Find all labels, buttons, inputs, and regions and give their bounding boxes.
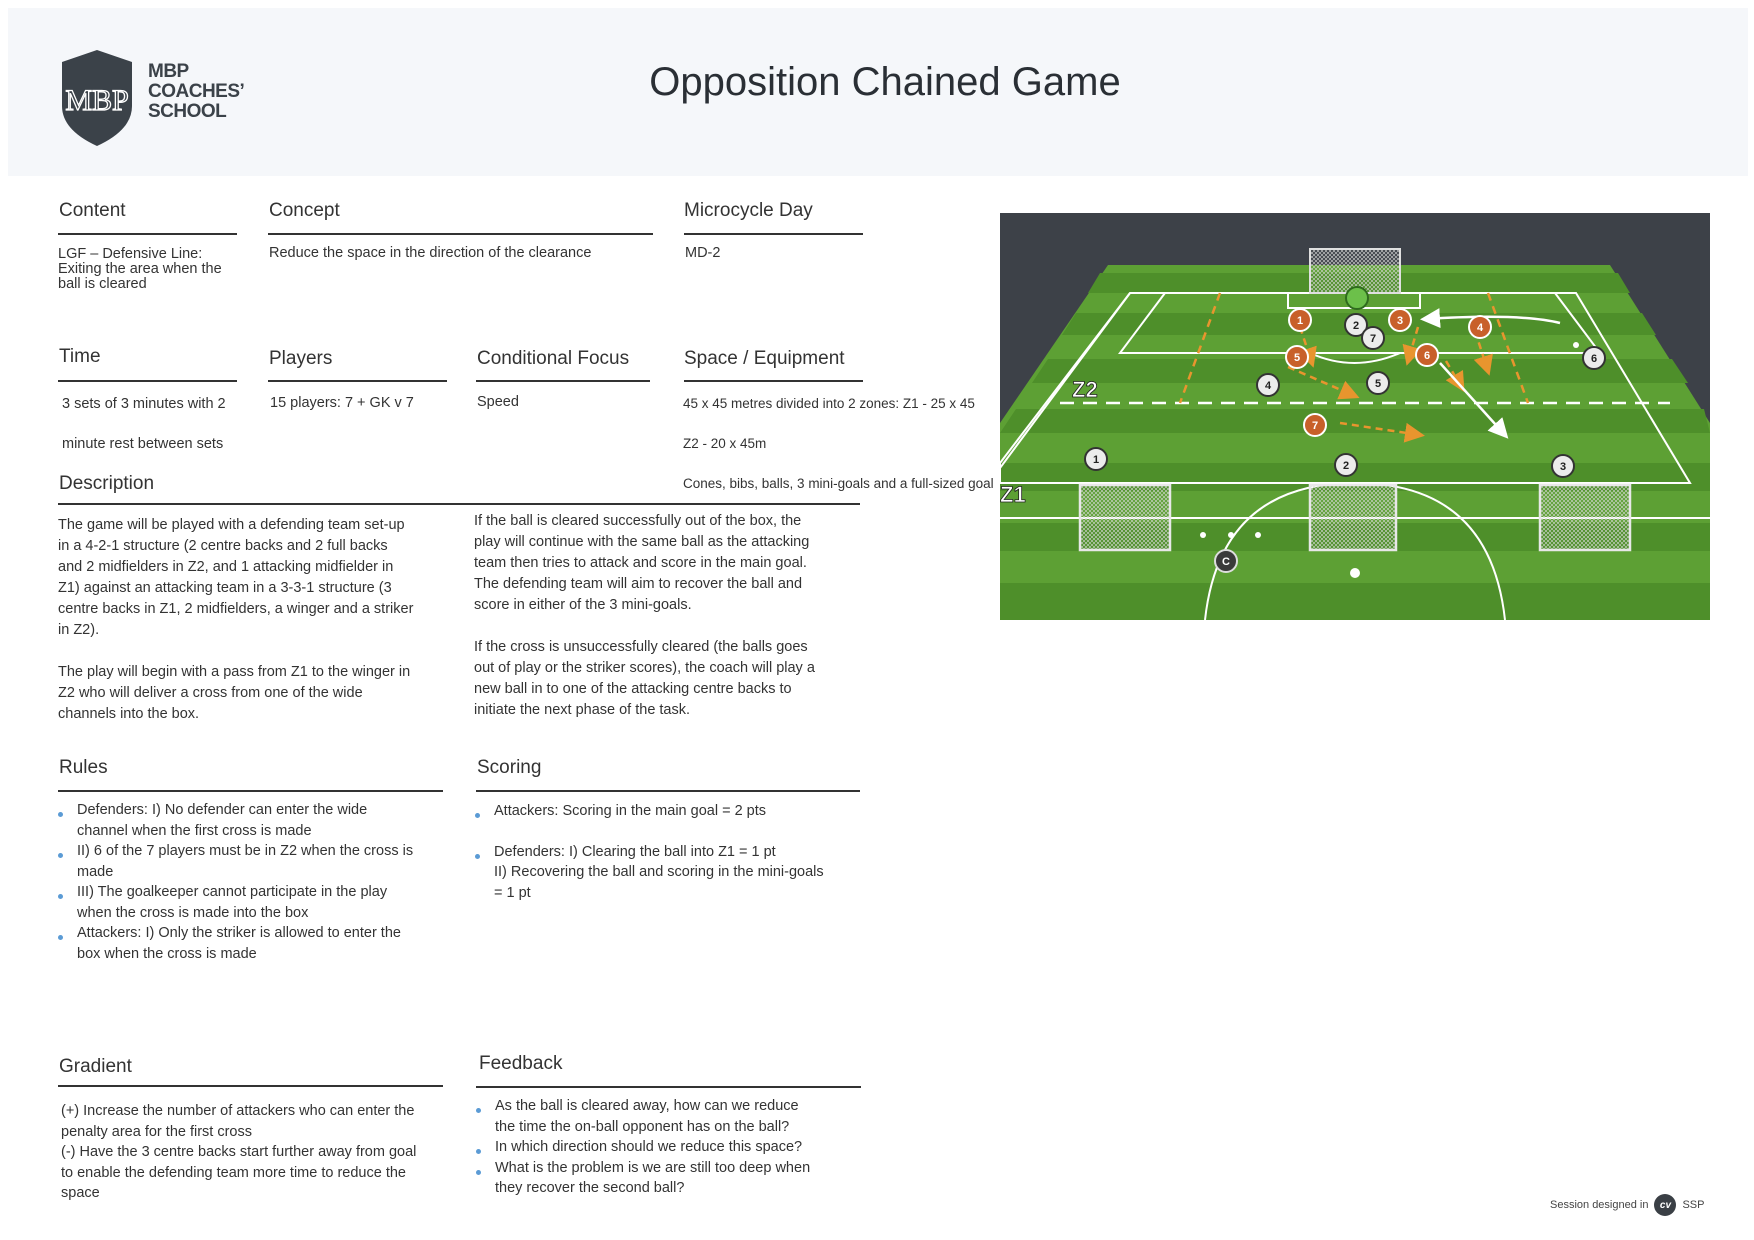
feedback-heading: Feedback [479, 1053, 563, 1074]
gradient-line: space [61, 1185, 100, 1201]
white-player-5 [1367, 372, 1389, 394]
ball-icon [1228, 532, 1234, 538]
gradient-line: to enable the defending team more time to reduce the [61, 1164, 406, 1181]
microcycle-divider [684, 233, 863, 235]
description-line: score in either of the 3 mini-goals. [474, 597, 692, 613]
rules-item: II) 6 of the 7 players must be in Z2 when the cross is made [57, 841, 457, 882]
svg-text:1: 1 [1092, 454, 1100, 466]
description-heading: Description [59, 473, 155, 494]
logo-line-2: COACHES’ [148, 81, 245, 102]
description-line: Z1) against an attacking team in a 3-3-1 structure (3 [58, 580, 392, 596]
microcycle-heading: Microcycle Day [684, 200, 813, 221]
mini-goal-left [1080, 485, 1170, 550]
description-line: Z2 who will deliver a cross from one of the wide [58, 685, 363, 701]
rules-list [57, 800, 457, 964]
concept-heading: Concept [269, 200, 340, 221]
svg-text:6: 6 [1590, 353, 1598, 365]
concept-value: Reduce the space in the direction of the clearance [269, 245, 592, 261]
footer-brand: SSP [1682, 1199, 1705, 1211]
svg-text:7: 7 [1311, 420, 1319, 432]
scoring-item: Attackers: Scoring in the main goal = 2 pts [474, 801, 874, 822]
description-line: channels into the box. [58, 706, 200, 722]
page-header [8, 8, 1748, 176]
mini-goal-center [1310, 485, 1396, 550]
space-heading: Space / Equipment [684, 348, 845, 369]
space-line-1: 45 x 45 metres divided into 2 zones: Z1 - 25 x 45 [683, 396, 975, 411]
conditional-focus-value: Speed [477, 394, 519, 410]
ball-icon [1573, 342, 1579, 348]
description-right [474, 511, 864, 721]
rules-item: Attackers: I) Only the striker is allowed to enter the box when the cross is made [57, 923, 457, 964]
description-line: If the ball is cleared successfully out of the box, the [474, 513, 802, 529]
goalkeeper-marker [1346, 287, 1368, 309]
svg-text:1: 1 [1296, 315, 1304, 327]
description-left [58, 515, 448, 725]
white-player-4 [1257, 374, 1279, 396]
svg-text:3: 3 [1559, 461, 1567, 473]
content-line: ball is cleared [58, 276, 147, 292]
scoring-item: Defenders: I) Clearing the ball into Z1 = 1 pt II) Recovering the ball and scoring in the mini-goals = 1 pt [474, 842, 874, 904]
description-line: play will continue with the same ball as the attacking [474, 534, 810, 550]
rules-divider [58, 790, 443, 792]
svg-text:3: 3 [1396, 315, 1404, 327]
white-player-7 [1362, 327, 1384, 349]
svg-text:MBP: MBP [65, 84, 129, 117]
description-line: centre backs in Z1, 2 midfielders, a winger and a striker [58, 601, 414, 617]
ball-icon [1200, 532, 1206, 538]
svg-text:5: 5 [1293, 352, 1301, 364]
zone-label-z1: Z1 [1000, 482, 1026, 507]
gradient-heading: Gradient [59, 1056, 132, 1077]
orange-player-1 [1289, 309, 1311, 331]
logo-line-1: MBP [148, 61, 189, 82]
svg-text:4: 4 [1264, 380, 1272, 392]
time-line-1: 3 sets of 3 minutes with 2 [62, 396, 226, 412]
description-line: and 2 midfielders in Z2, and 1 attacking midfielder in [58, 559, 394, 575]
logo-line-3: SCHOOL [148, 101, 227, 122]
feedback-item: What is the problem is we are still too deep when they recover the second ball? [475, 1158, 875, 1199]
ball-icon [1255, 532, 1261, 538]
content-heading: Content [59, 200, 126, 221]
white-player-6 [1583, 347, 1605, 369]
players-heading: Players [269, 348, 333, 369]
content-value [58, 247, 222, 292]
orange-player-6 [1416, 344, 1438, 366]
coach-marker [1215, 550, 1237, 572]
description-line: out of play or the striker scores), the coach will play a [474, 660, 815, 676]
time-line-2: minute rest between sets [62, 436, 224, 452]
pitch-diagram [1000, 213, 1710, 620]
feedback-divider [476, 1086, 861, 1088]
orange-player-4 [1469, 316, 1491, 338]
content-divider [58, 233, 237, 235]
svg-text:6: 6 [1423, 350, 1431, 362]
conditional-focus-heading: Conditional Focus [477, 348, 630, 369]
page-title: Opposition Chained Game [649, 60, 1121, 104]
cv-badge-icon: cv [1654, 1194, 1676, 1216]
content-line: Exiting the area when the [58, 261, 222, 277]
feedback-list [475, 1096, 875, 1199]
concept-divider [268, 233, 653, 235]
zone-label-z2: Z2 [1072, 377, 1098, 402]
description-line: The game will be played with a defending team set-up [58, 517, 405, 533]
microcycle-value: MD-2 [685, 245, 721, 261]
orange-player-3 [1389, 309, 1411, 331]
svg-text:2: 2 [1342, 460, 1350, 472]
description-line: If the cross is unsuccessfully cleared (the balls goes [474, 639, 808, 655]
gradient-divider [58, 1085, 443, 1087]
svg-text:4: 4 [1476, 322, 1484, 334]
description-line: in Z2). [58, 622, 100, 638]
gradient-line: (+) Increase the number of attackers who can enter the [61, 1103, 415, 1119]
scoring-heading: Scoring [477, 757, 542, 778]
description-line: in a 4-2-1 structure (2 centre backs and 2 full backs [58, 538, 388, 554]
orange-player-7 [1304, 414, 1326, 436]
gradient-text [61, 1101, 461, 1204]
players-divider [268, 380, 447, 382]
feedback-item: As the ball is cleared away, how can we reduce the time the on-ball opponent has on the ball? [475, 1096, 875, 1137]
feedback-item: In which direction should we reduce this space? [475, 1137, 875, 1158]
content-line: LGF – Defensive Line: [58, 246, 203, 262]
space-line-2: Z2 - 20 x 45m [683, 436, 767, 451]
time-heading: Time [59, 346, 101, 367]
white-player-3 [1552, 455, 1574, 477]
footer-text: Session designed in [1550, 1199, 1649, 1211]
scoring-list [474, 801, 874, 903]
mini-goal-right [1540, 485, 1630, 550]
white-player-1 [1085, 448, 1107, 470]
svg-text:2: 2 [1352, 320, 1360, 332]
description-line: team then tries to attack and score in the main goal. [474, 555, 807, 571]
description-line: The defending team will aim to recover the ball and [474, 576, 803, 592]
svg-text:7: 7 [1369, 333, 1377, 345]
description-divider [58, 503, 860, 505]
rules-heading: Rules [59, 757, 108, 778]
time-divider [58, 380, 237, 382]
description-line: The play will begin with a pass from Z1 to the winger in [58, 664, 411, 680]
footer-credit [1550, 1194, 1704, 1216]
conditional-focus-divider [476, 380, 650, 382]
white-player-2b [1335, 454, 1357, 476]
gradient-line: (-) Have the 3 centre backs start further away from goal [61, 1144, 417, 1160]
svg-text:C: C [1222, 556, 1230, 568]
rules-item: III) The goalkeeper cannot participate in the play when the cross is made into the box [57, 882, 457, 923]
players-value: 15 players: 7 + GK v 7 [270, 395, 414, 411]
description-line: initiate the next phase of the task. [474, 702, 691, 718]
space-divider [684, 380, 863, 382]
scoring-divider [476, 790, 860, 792]
space-line-3: Cones, bibs, balls, 3 mini-goals and a full-sized goal [683, 476, 994, 491]
svg-text:5: 5 [1374, 378, 1382, 390]
rules-item: Defenders: I) No defender can enter the wide channel when the first cross is made [57, 800, 457, 841]
description-line: new ball in to one of the attacking centre backs to [474, 681, 792, 697]
gradient-line: penalty area for the first cross [61, 1123, 252, 1140]
orange-player-5 [1286, 346, 1308, 368]
